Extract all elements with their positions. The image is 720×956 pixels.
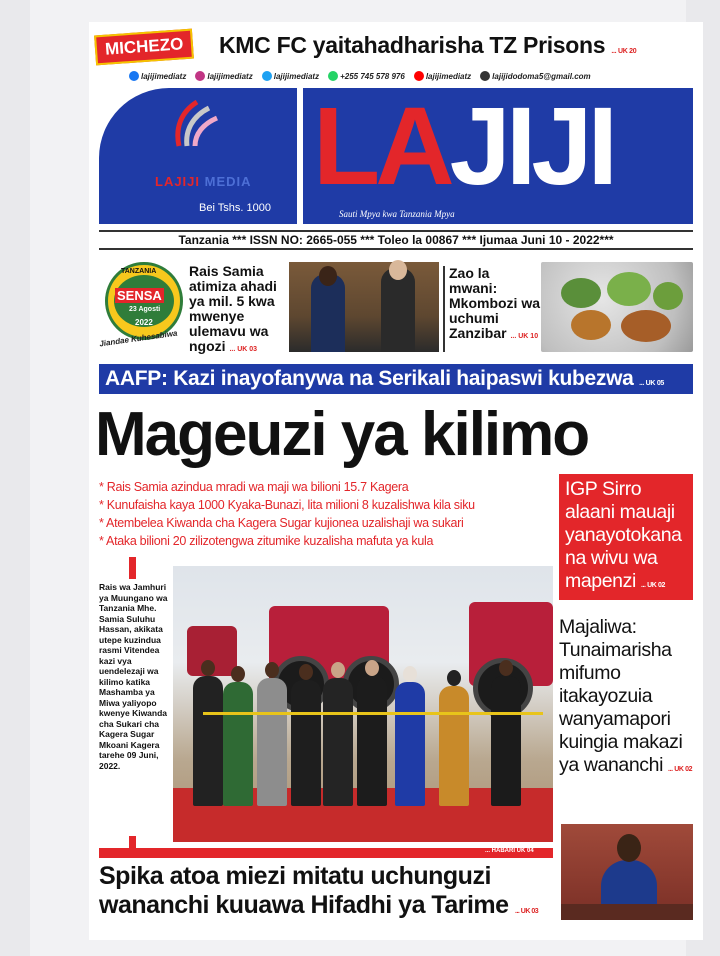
masthead-title-panel <box>303 85 693 224</box>
twitter-icon <box>262 71 272 81</box>
sensa-year: 2022 <box>135 318 153 327</box>
sports-headline-text: KMC FC yaitahadharisha TZ Prisons <box>219 32 606 58</box>
photo-caption: Rais wa Jamhuri ya Muungano wa Tanzania Mhe. Samia Suluhu Hassan, akikata utepe kuzindua rasmi Vitendea kazi vya uendelezaji wa kilimo katika Mashamba ya Miwa yaliyopo kwenye Kiwanda cha Sukari cha Kagera Sugar Mkoani Kagera tarehe 09 Juni, 2022. <box>99 582 168 771</box>
sports-headline <box>219 32 636 59</box>
facebook-icon <box>129 71 139 81</box>
instagram-icon <box>195 71 205 81</box>
caption-red-marker-bottom <box>129 836 136 848</box>
social-whatsapp: +255 745 578 976 <box>328 71 405 81</box>
lajiji-logo-mark-icon <box>171 98 221 152</box>
teaser-divider <box>443 266 445 352</box>
michezo-section-label: MICHEZO <box>94 29 194 66</box>
main-headline: Mageuzi ya kilimo <box>95 400 589 469</box>
seaweed-photo <box>541 262 693 352</box>
social-contacts-bar <box>129 71 699 81</box>
bullet-item: * Ataka bilioni 20 zilizotengwa zitumike kuzalisha mafuta ya kula <box>99 534 434 548</box>
social-instagram: lajijimediatz <box>195 71 252 81</box>
social-email: lajijidodoma5@gmail.com <box>480 71 591 81</box>
masthead-tagline: Sauti Mpya kwa Tanzania Mpya <box>339 209 455 219</box>
caption-red-marker <box>129 557 136 579</box>
sensa-date: 23 Agosti <box>129 306 161 313</box>
social-facebook: lajijimediatz <box>129 71 186 81</box>
samia-handover-photo <box>289 262 439 352</box>
social-twitter: lajijimediatz <box>262 71 319 81</box>
samia-teaser[interactable]: Rais Samia atimiza ahadi ya mil. 5 kwa mwenye ulemavu wa ngozi ... UK 03 <box>189 263 277 354</box>
social-youtube: lajijimediatz <box>414 71 471 81</box>
price-label: Bei Tshs. 1000 <box>199 202 271 214</box>
spika-headline[interactable]: Spika atoa miezi mitatu uchunguzi wananchi kuuawa Hifadhi ya Tarime ... UK 03 <box>99 862 539 919</box>
newspaper-front-page <box>89 22 703 940</box>
whatsapp-icon <box>328 71 338 81</box>
email-icon <box>480 71 490 81</box>
ribbon-cutting-photo <box>173 566 553 842</box>
issn-dateline: Tanzania *** ISSN NO: 2665-055 *** Toleo la 00867 *** Ijumaa Juni 10 - 2022*** <box>99 230 693 250</box>
bullet-item: * Kunufaisha kaya 1000 Kyaka-Bunazi, lita milioni 8 kuzalishwa kila siku <box>99 498 475 512</box>
sports-page-ref: ... UK 20 <box>611 48 637 55</box>
bullet-item: * Rais Samia azindua mradi wa maji wa bilioni 15.7 Kagera <box>99 480 409 494</box>
sensa-slogan: Jiandae Kuhesabiwa <box>98 328 178 349</box>
sensa-country: TANZANIA <box>121 268 157 275</box>
youtube-icon <box>414 71 424 81</box>
more-news-ref: ... HABARI UK 04 <box>485 848 534 854</box>
aafp-headline-bar[interactable]: AAFP: Kazi inayofanywa na Serikali haipaswi kubezwa ... UK 05 <box>99 364 693 394</box>
majaliwa-photo <box>561 824 693 920</box>
lajiji-media-wordmark: LAJIJI MEDIA <box>155 174 252 189</box>
main-story-bullets <box>99 478 554 550</box>
igp-story-box[interactable]: IGP Sirro alaani mauaji yanayotokana na wivu wa mapenzi ... UK 02 <box>559 474 693 600</box>
zao-teaser[interactable]: Zao la mwani: Mkombozi wa uchumi Zanzibar ... UK 10 <box>449 265 541 341</box>
sensa-word: SENSA <box>117 288 162 303</box>
masthead-title: LAJIJI <box>313 85 614 208</box>
document-viewer[interactable] <box>30 0 693 956</box>
majaliwa-story[interactable]: Majaliwa: Tunaimarisha mifumo itakayozuia wanyamapori kuingia makazi ya wananchi ... UK 02 <box>559 616 693 776</box>
bullet-item: * Atembelea Kiwanda cha Kagera Sugar kujionea uzalishaji wa sukari <box>99 516 464 530</box>
